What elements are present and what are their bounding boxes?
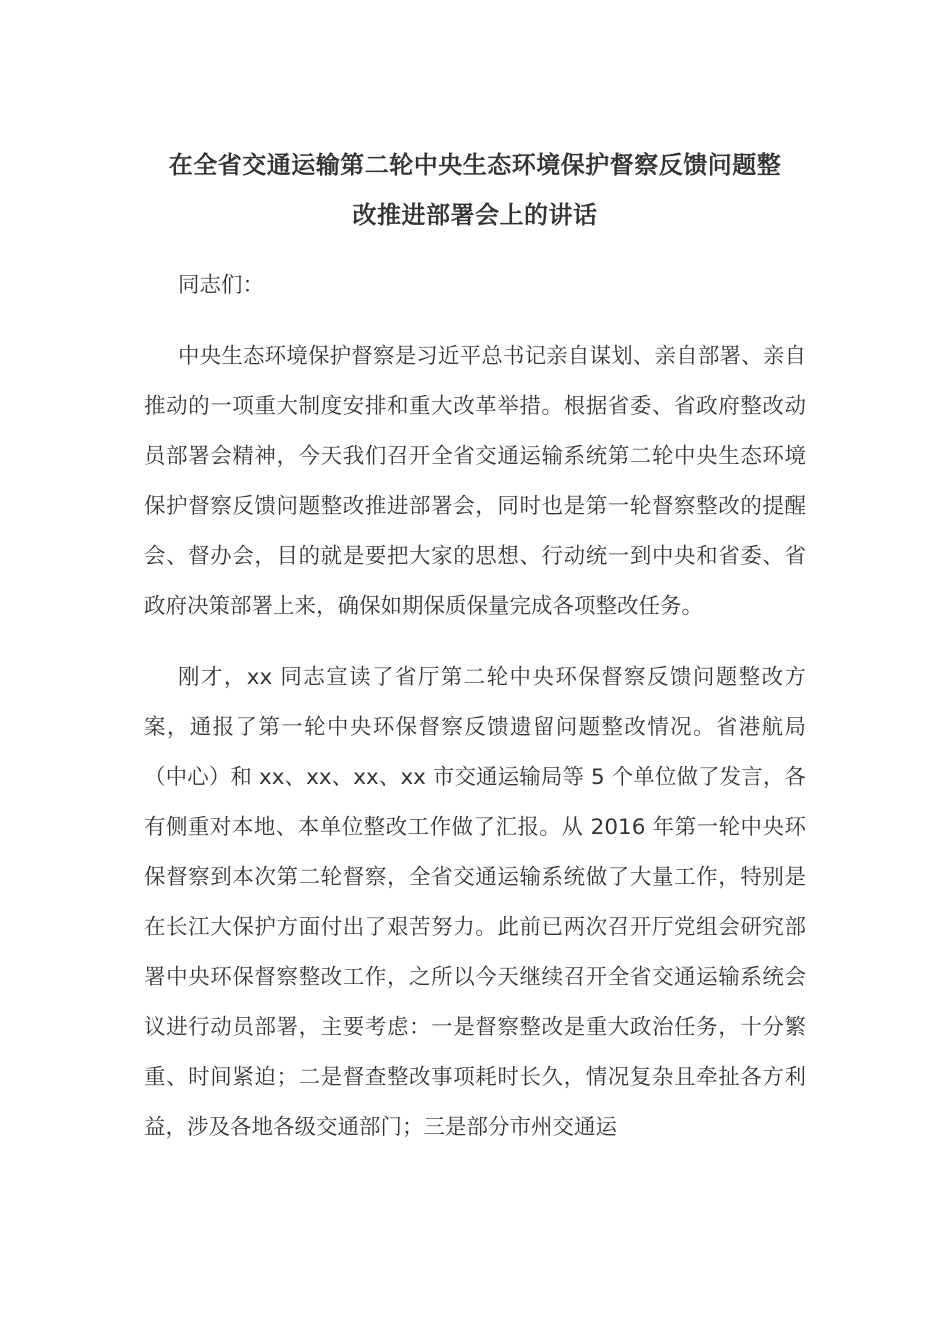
- document-body: [144, 140, 806, 1153]
- document-title: [144, 140, 806, 240]
- title-line-2: 改推进部署会上的讲话: [352, 201, 598, 229]
- salutation: 同志们：: [178, 273, 265, 298]
- paragraph-1: 中央生态环境保护督察是习近平总书记亲自谋划、亲自部署、亲自推动的一项重大制度安排和重大改革举措。根据省委、省政府整改动员部署会精神，今天我们召开全省交通运输系统第二轮中央生态环境保护督察反馈问题整改推进部署会，同时也是第一轮督察整改的提醒会、督办会，目的就是要把大家的思想、行动统一到中央和省委、省政府决策部署上来，确保如期保质保量完成各项整改任务。: [144, 344, 806, 619]
- title-line-1: 在全省交通运输第二轮中央生态环境保护督察反馈问题整: [168, 151, 782, 179]
- paragraph-2: 刚才，xx 同志宣读了省厅第二轮中央环保督察反馈问题整改方案，通报了第一轮中央环保督察反馈遗留问题整改情况。省港航局（中心）和 xx、xx、xx、xx 市交通运输局等 5 个单位做了发言，各有侧重对本地、本单位整改工作做了汇报。从 2016 年第一轮中央环保督察到本次第二轮督察，全省交通运输系统做了大量工作，特别是在长江大保护方面付出了艰苦努力。此前已两次召开厅党组会研究部署中央环保督察整改工作，之所以今天继续召开全省交通运输系统会议进行动员部署，主要考虑：一是督察整改是重大政治任务，十分繁重、时间紧迫；二是督查整改事项耗时长久，情况复杂且牵扯各方利益，涉及各地各级交通部门；三是部分市州交通运: [144, 665, 806, 1140]
